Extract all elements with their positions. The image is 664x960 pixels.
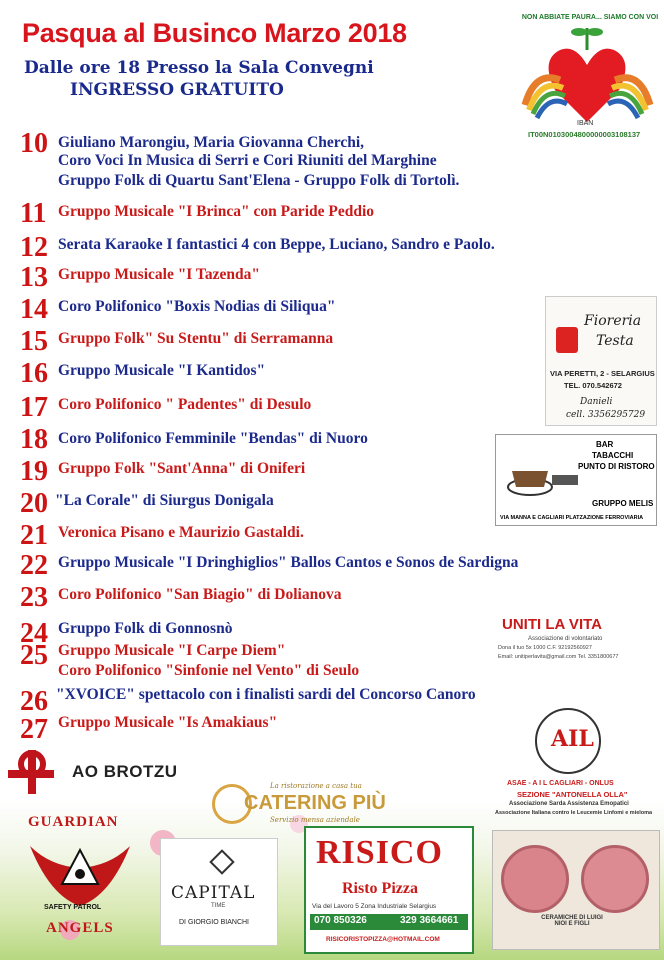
ceramic-plate-icon <box>581 845 649 913</box>
asae-line1: ASAE - A I L CAGLIARI - ONLUS <box>507 780 614 787</box>
capital-owner: DI GIORGIO BIANCHI <box>179 919 250 926</box>
iban-number: IT00N0103004800000003108137 <box>528 130 641 139</box>
asae-line2: SEZIONE "ANTONELLA OLLA" <box>517 790 628 799</box>
free-entry-subtitle: INGRESSO GRATUITO <box>70 80 284 100</box>
catering-name: CATERING PIÙ <box>244 792 386 814</box>
uniti-phone: Dona il tuo 5x 1000 C.F. 92192560927 <box>498 645 592 651</box>
brotzu-cross-icon <box>6 746 58 796</box>
fioreria-contact: Danieli <box>580 397 613 407</box>
uniti-email: Email: unitiperlavita@gmail.com Tel. 3351800677 <box>498 654 619 660</box>
event-day: 20 <box>20 488 48 519</box>
venue-subtitle: Dalle ore 18 Presso la Sala Convegni <box>24 58 374 78</box>
bar-title: BAR <box>596 440 614 449</box>
page-title: Pasqua al Businco Marzo 2018 <box>22 18 407 48</box>
ceramics-label: CERAMICHE DI LUIGI NIOI E FIGLI <box>541 915 603 927</box>
event-day: 13 <box>20 262 48 293</box>
risico-address: Via del Lavoro 5 Zona Industriale Selargius <box>312 903 437 910</box>
catering-tagline: La ristorazione a casa tua <box>270 782 362 790</box>
uniti-sub: Associazione di volontariato <box>528 636 603 642</box>
event-text: Gruppo Musicale "I Tazenda" <box>58 266 260 283</box>
event-day: 11 <box>20 198 47 229</box>
bar-tabacchi: TABACCHI <box>592 451 634 460</box>
event-text: Gruppo Musicale "Is Amakiaus" <box>58 714 278 731</box>
event-day: 21 <box>20 520 48 551</box>
event-day: 16 <box>20 358 48 389</box>
association-logo <box>515 10 660 150</box>
capital-time-ad <box>160 838 278 946</box>
fioreria-name: Fioreria <box>584 313 642 329</box>
event-text: Coro Polifonico " Padentes" di Desulo <box>58 396 312 413</box>
ceramiche-nioi-ad <box>492 830 660 950</box>
capital-icon <box>209 849 234 874</box>
event-text: Gruppo Musicale "I Kantidos" <box>58 362 266 379</box>
event-text: Coro Voci In Musica di Serri e Cori Riuniti del Marghine <box>58 152 437 169</box>
event-text: Coro Polifonico "Sinfonie nel Vento" di Seulo <box>58 662 360 679</box>
event-text: Gruppo Musicale "I Dringhiglios" Ballos Cantos e Sonos de Sardigna <box>58 554 519 571</box>
guardian-top-text: GUARDIAN <box>28 814 119 830</box>
risico-risto-pizza-ad <box>304 826 474 954</box>
event-text: Gruppo Folk di Quartu Sant'Elena - Gruppo Folk di Tortolì. <box>58 172 460 189</box>
event-day: 18 <box>20 424 48 455</box>
event-text: Coro Polifonico "San Biagio" di Dolianova <box>58 586 342 603</box>
uniti-name: UNITI LA VITA <box>502 616 602 633</box>
risico-phone2: 329 3664661 <box>400 915 459 926</box>
bar-tabacchi-ad <box>495 434 657 526</box>
ceramic-plate-icon <box>501 845 569 913</box>
event-day: 12 <box>20 232 48 263</box>
risico-phone1: 070 850326 <box>314 915 367 926</box>
event-day: 22 <box>20 550 48 581</box>
bar-address: VIA MANNA E CAGLIARI PLATZAZIONE FERROVIARIA <box>500 515 644 521</box>
event-text: Gruppo Musicale "I Brinca" con Paride Peddio <box>58 203 375 220</box>
event-text: Gruppo Folk di Gonnosnò <box>58 620 233 637</box>
bar-group: GRUPPO MELIS <box>592 499 654 508</box>
guardian-bottom-text: ANGELS <box>46 920 114 936</box>
asae-ail-logo <box>495 706 660 824</box>
risico-sub: Risto Pizza <box>342 880 418 897</box>
risico-name: RISICO <box>316 834 443 871</box>
uniti-la-vita-ad <box>498 608 618 668</box>
event-text: Veronica Pisano e Maurizio Gastaldi. <box>58 524 304 541</box>
risico-email: RISICORISTOPIZZA@HOTMAIL.COM <box>326 936 440 943</box>
fioreria-address: VIA PERETTI, 2 - SELARGIUS <box>550 369 655 378</box>
event-day: 25 <box>20 640 48 671</box>
guardian-angels-logo <box>20 812 140 952</box>
event-day: 26 <box>20 686 48 717</box>
event-text: Coro Polifonico "Boxis Nodias di Siliqua" <box>58 298 336 315</box>
event-day: 19 <box>20 456 48 487</box>
catering-piu-logo <box>210 780 386 830</box>
association-slogan: NON ABBIATE PAURA... SIAMO CON VOI <box>521 14 659 21</box>
fioreria-ad <box>545 296 657 426</box>
event-text: "La Corale" di Siurgus Donigala <box>55 492 274 509</box>
event-day: 14 <box>20 294 48 325</box>
event-text: "XVOICE" spettacolo con i finalisti sardi del Concorso Canoro <box>56 686 476 703</box>
event-text: Gruppo Folk" Su Stentu" di Serramanna <box>58 330 334 347</box>
event-text: Coro Polifonico Femminile "Bendas" di Nuoro <box>58 430 368 447</box>
event-text: Giuliano Marongiu, Maria Giovanna Cherchi, <box>58 134 365 151</box>
event-text: Serata Karaoke I fantastici 4 con Beppe, Luciano, Sandro e Paolo. <box>58 236 495 253</box>
event-day: 10 <box>20 128 48 159</box>
guardian-middle-text: SAFETY PATROL <box>44 904 102 911</box>
bar-punto: PUNTO DI RISTORO <box>578 462 655 471</box>
catering-sub: Servizio mensa aziendale <box>270 816 360 824</box>
asae-line4: Associazione Italiana contro le Leucemie Linfomi e mieloma <box>495 810 653 816</box>
event-day: 15 <box>20 326 48 357</box>
event-day: 17 <box>20 392 48 423</box>
event-day: 24 <box>20 618 48 649</box>
capital-sub: TIME <box>211 903 226 909</box>
ao-brotzu-logo <box>6 746 186 796</box>
asae-line3: Associazione Sarda Assistenza Emopatici <box>509 801 629 807</box>
event-text: Gruppo Musicale "I Carpe Diem" <box>58 642 286 659</box>
fioreria-cell: cell. 3356295729 <box>566 410 646 420</box>
event-day: 27 <box>20 714 48 745</box>
heart-hands-icon <box>515 10 660 150</box>
fioreria-tel: TEL. 070.542672 <box>564 381 622 390</box>
fioreria-surname: Testa <box>596 333 634 349</box>
coffee-train-icon <box>502 457 582 502</box>
capital-name: CAPITAL <box>171 883 256 903</box>
ail-circle-icon: AIL <box>535 708 601 774</box>
brotzu-name: AO BROTZU <box>72 762 178 781</box>
iban-label: IBAN <box>577 120 594 127</box>
event-day: 23 <box>20 582 48 613</box>
event-text: Gruppo Folk "Sant'Anna" di Oniferi <box>58 460 306 477</box>
fioreria-logo-icon <box>556 327 578 353</box>
